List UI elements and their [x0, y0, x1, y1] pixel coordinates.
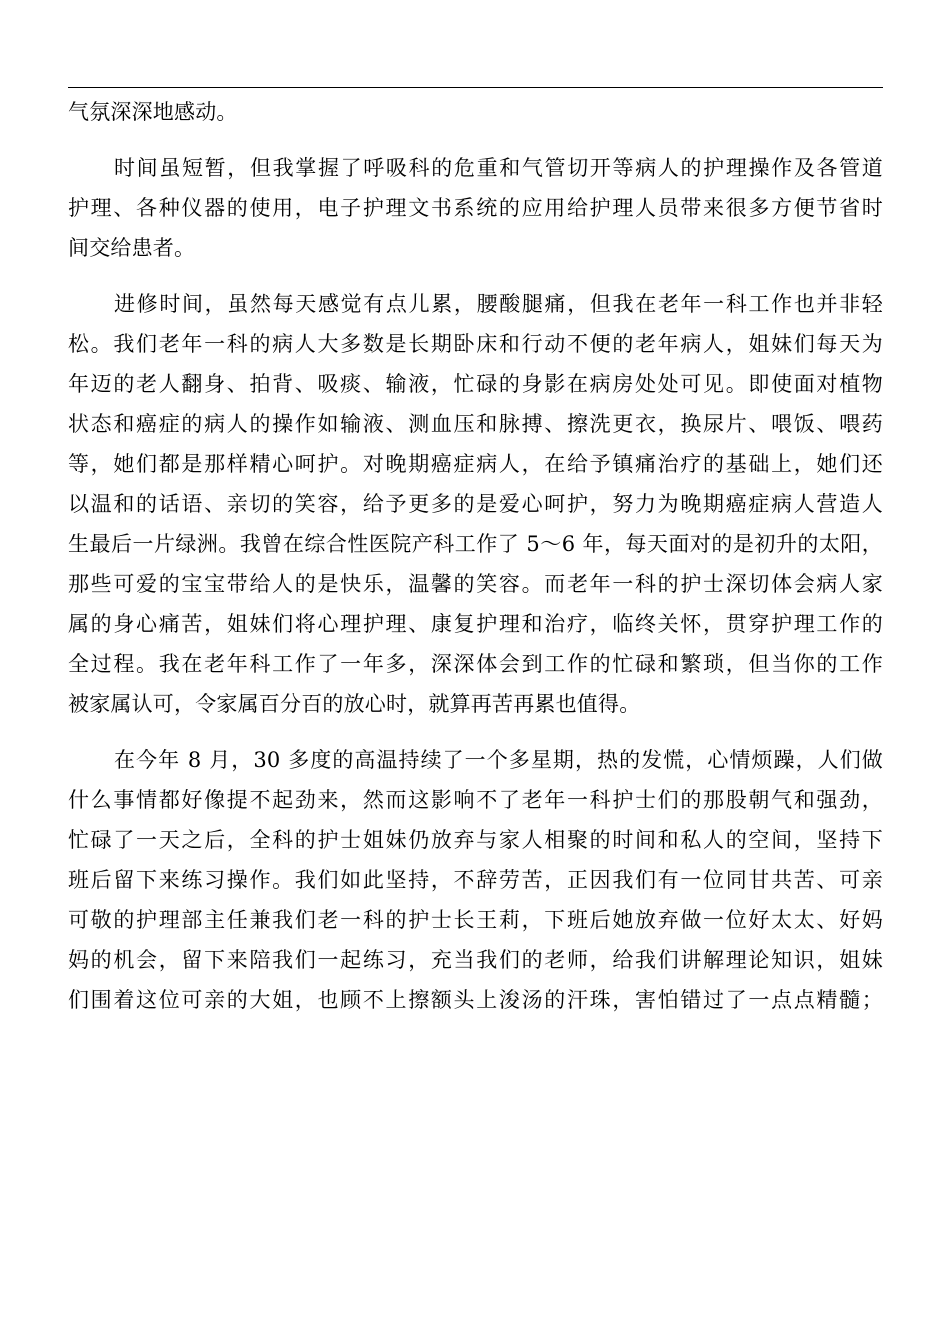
- text-line: 们围着这位可亲的大姐，也顾不上擦额头上浚汤的汗珠，害怕错过了一点点精髓；: [68, 988, 883, 1012]
- text-line: 可敬的护理部主任兼我们老一科的护士长王莉，下班后她放弃做一位好太太、好妈: [68, 908, 883, 932]
- text-line: 状态和癌症的病人的操作如输液、测血压和脉搏、擦洗更衣，换尿片、喂饭、喂药: [68, 412, 883, 436]
- text-line: 松。我们老年一科的病人大多数是长期卧床和行动不便的老年病人，姐妹们每天为: [68, 332, 883, 356]
- text-line: 间交给患者。: [68, 236, 196, 260]
- text-line: 生最后一片绿洲。我曾在综合性医院产科工作了 5～6 年，每天面对的是初升的太阳，: [68, 532, 883, 556]
- paragraph: [68, 740, 883, 1020]
- paragraph-gap: [68, 132, 883, 148]
- text-line: 全过程。我在老年科工作了一年多，深深体会到工作的忙碌和繁琐，但当你的工作: [68, 652, 883, 676]
- paragraph-gap: [68, 724, 883, 740]
- paragraph: [68, 148, 883, 268]
- text-line: 在今年 8 月，30 多度的高温持续了一个多星期，热的发慌，心情烦躁，人们做: [114, 748, 883, 772]
- text-line: 班后留下来练习操作。我们如此坚持，不辞劳苦，正因我们有一位同甘共苦、可亲: [68, 868, 883, 892]
- text-line: 属的身心痛苦，姐妹们将心理护理、康复护理和治疗，临终关怀，贯穿护理工作的: [68, 612, 883, 636]
- document-body: [68, 92, 883, 1020]
- text-line: 进修时间，虽然每天感觉有点儿累，腰酸腿痛，但我在老年一科工作也并非轻: [114, 292, 883, 316]
- text-line: 年迈的老人翻身、拍背、吸痰、输液，忙碌的身影在病房处处可见。即使面对植物: [68, 372, 883, 396]
- text-line: 以温和的话语、亲切的笑容，给予更多的是爱心呵护，努力为晚期癌症病人营造人: [68, 492, 883, 516]
- text-line: 什么事情都好像提不起劲来，然而这影响不了老年一科护士们的那股朝气和强劲，: [68, 788, 883, 812]
- text-line: 护理、各种仪器的使用，电子护理文书系统的应用给护理人员带来很多方便节省时: [68, 196, 883, 220]
- paragraph-gap: [68, 268, 883, 284]
- header-rule: [68, 87, 883, 88]
- text-line: 忙碌了一天之后，全科的护士姐妹仍放弃与家人相聚的时间和私人的空间，坚持下: [68, 828, 883, 852]
- paragraph: [68, 284, 883, 724]
- text-line: 气氛深深地感动。: [68, 100, 238, 124]
- text-line: 那些可爱的宝宝带给人的是快乐，温馨的笑容。而老年一科的护士深切体会病人家: [68, 572, 883, 596]
- text-line: 妈的机会，留下来陪我们一起练习，充当我们的老师，给我们讲解理论知识，姐妹: [68, 948, 883, 972]
- text-line: 时间虽短暂，但我掌握了呼吸科的危重和气管切开等病人的护理操作及各管道: [114, 156, 883, 180]
- paragraph: [68, 92, 883, 132]
- text-line: 等，她们都是那样精心呵护。对晚期癌症病人，在给予镇痛治疗的基础上，她们还: [68, 452, 883, 476]
- text-line: 被家属认可，令家属百分百的放心时，就算再苦再累也值得。: [68, 692, 641, 716]
